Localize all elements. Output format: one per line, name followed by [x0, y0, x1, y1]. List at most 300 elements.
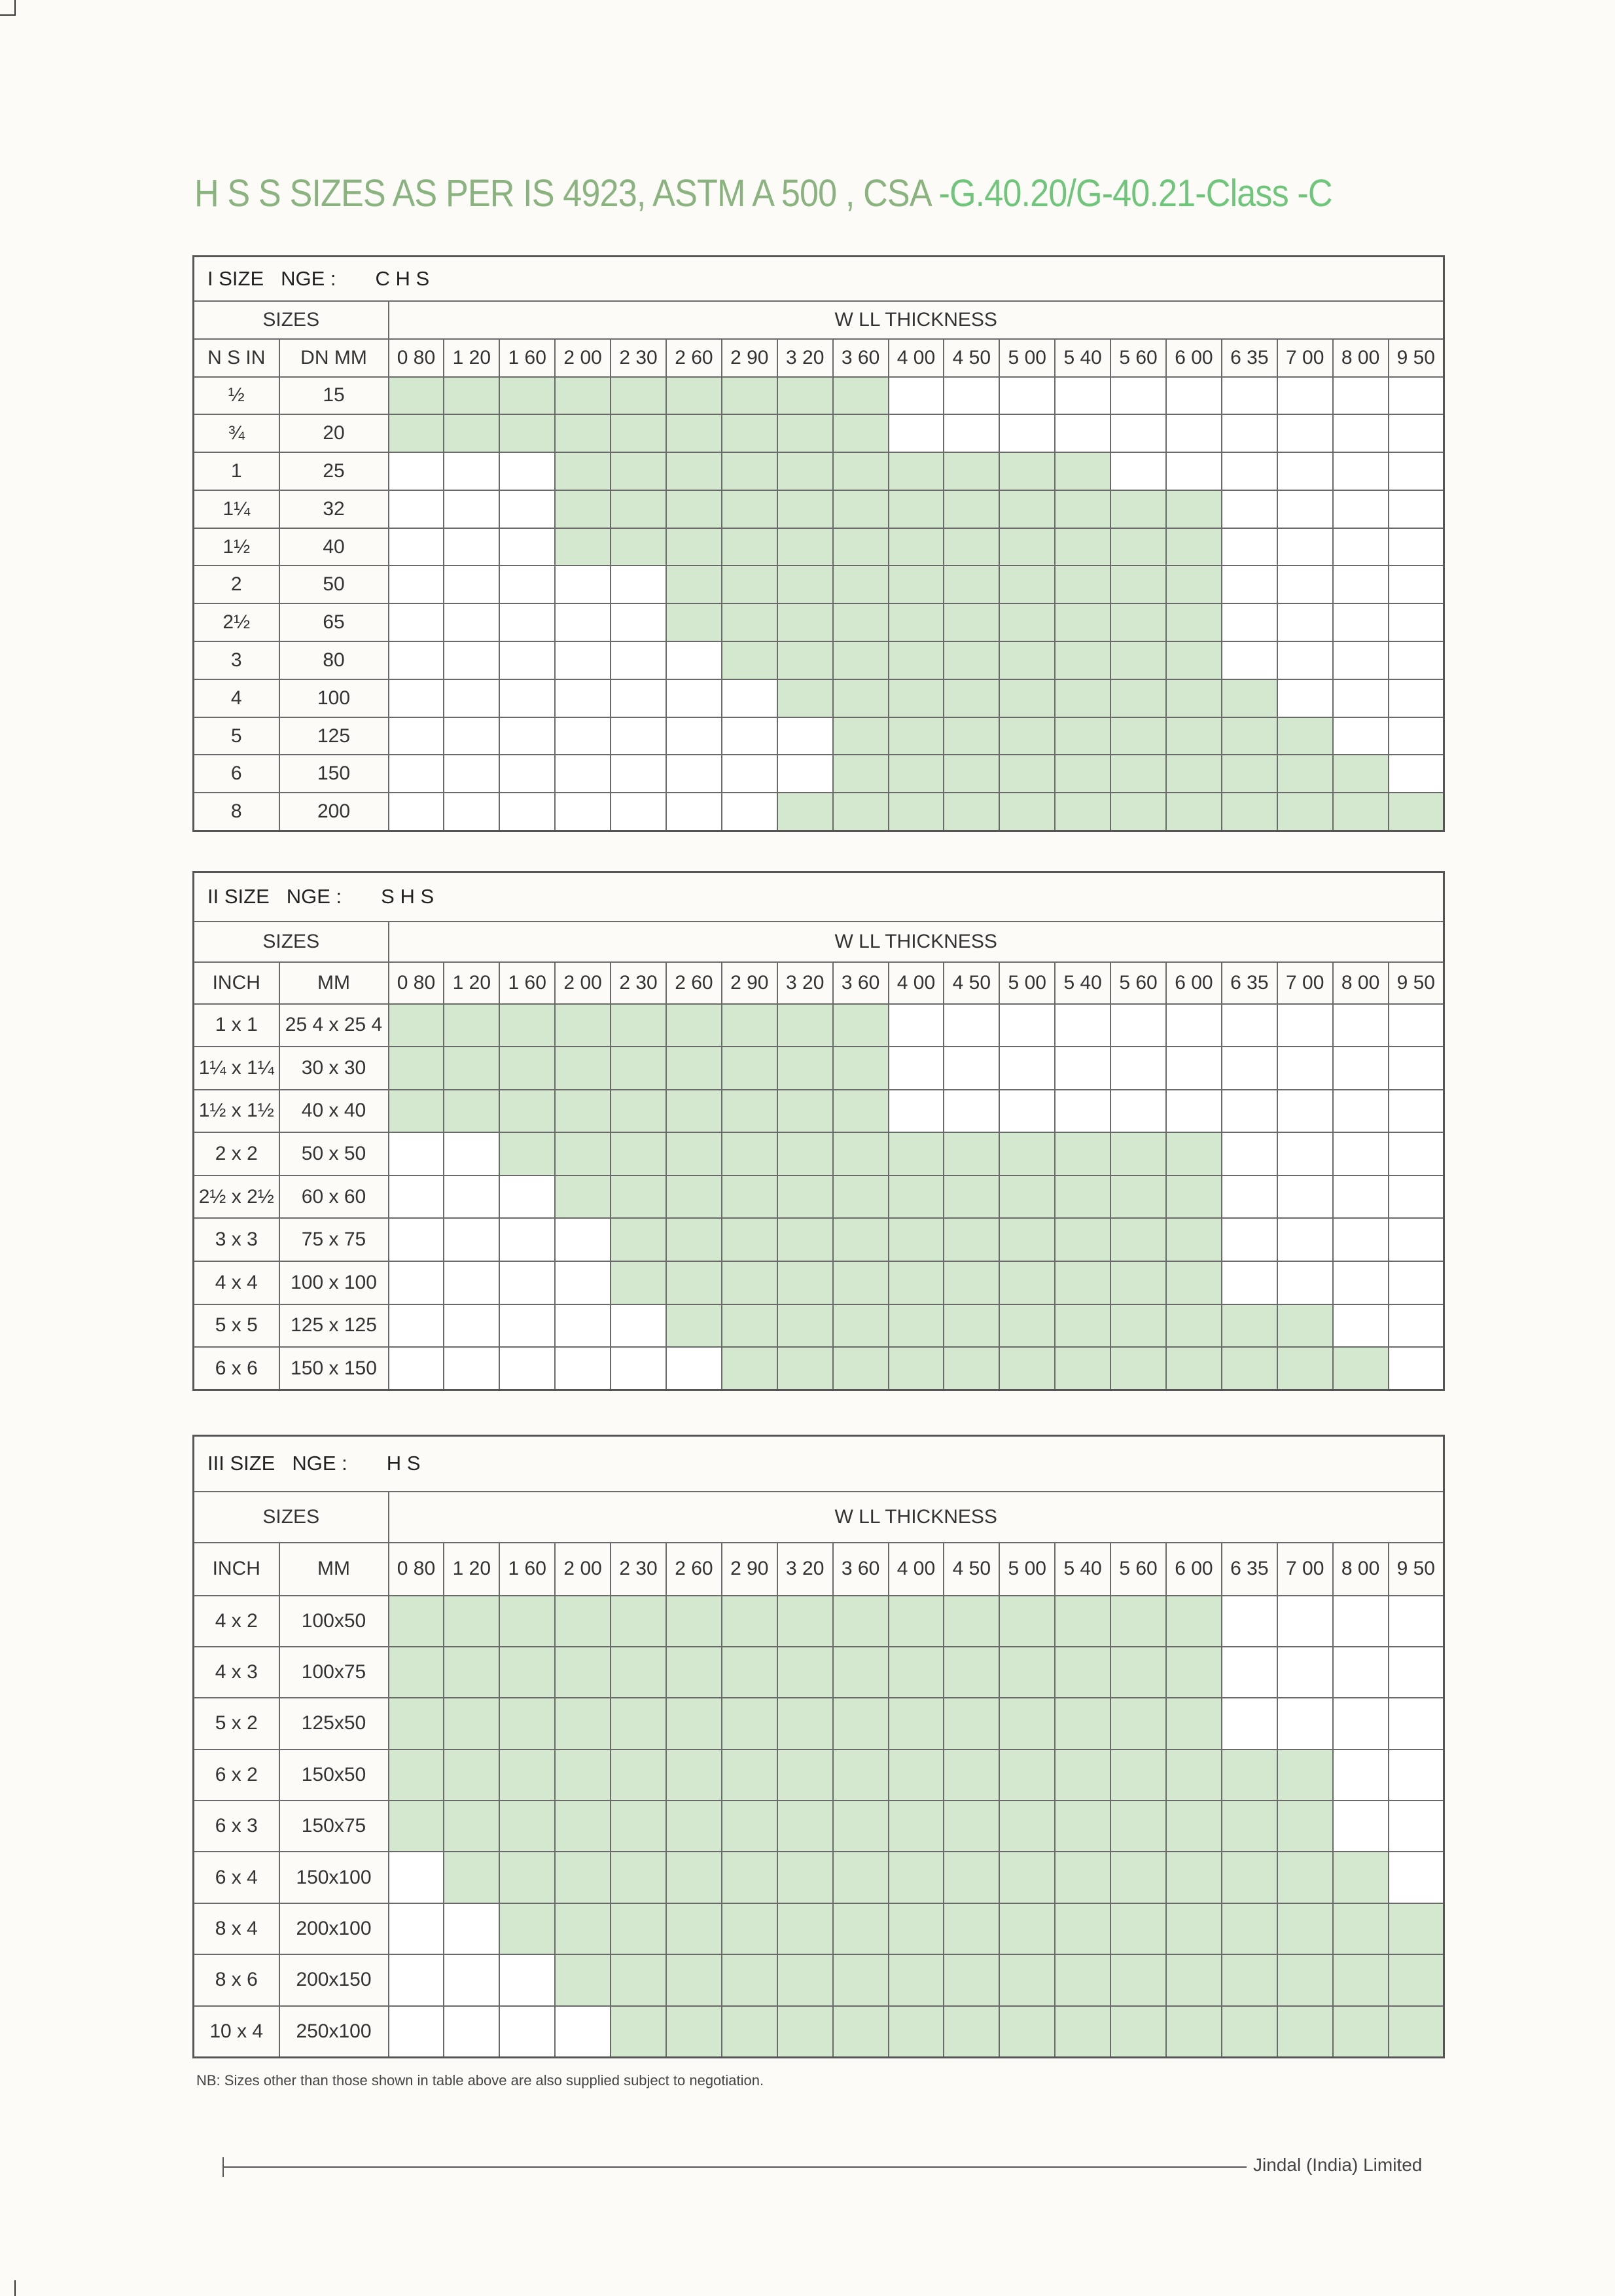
- thickness-cell-available: [833, 679, 889, 717]
- thickness-cell-empty: [1110, 414, 1166, 452]
- thickness-cell-available: [722, 641, 777, 679]
- thickness-cell-available: [722, 1903, 777, 1954]
- table-row: [194, 1801, 1444, 1852]
- thickness-cell-empty: [1389, 1175, 1444, 1219]
- thickness-cell-available: [999, 528, 1055, 566]
- thickness-cell-empty: [1389, 1647, 1444, 1698]
- thickness-cell-empty: [389, 1261, 444, 1304]
- thickness-cell-available: [1333, 1954, 1389, 2005]
- size-metric: 75 x 75: [279, 1218, 389, 1261]
- thickness-cell-empty: [1333, 1698, 1389, 1749]
- thickness-cell-empty: [1222, 1647, 1277, 1698]
- thickness-cell-available: [555, 490, 611, 528]
- table-row: [194, 1852, 1444, 1903]
- thickness-cell-available: [999, 1347, 1055, 1390]
- table-row: [194, 1647, 1444, 1698]
- thickness-cell-available: [666, 2006, 722, 2057]
- thickness-cell-available: [944, 1304, 999, 1348]
- thickness-header: 5 60: [1110, 962, 1166, 1004]
- thickness-cell-empty: [389, 2006, 444, 2057]
- size-nominal: 10 x 4: [194, 2006, 279, 2057]
- thickness-header: 2 60: [666, 339, 722, 377]
- thickness-cell-available: [1166, 1954, 1222, 2005]
- thickness-cell-empty: [1277, 1218, 1333, 1261]
- table-row: [194, 679, 1444, 717]
- thickness-cell-available: [999, 603, 1055, 641]
- thickness-header: 4 00: [889, 962, 944, 1004]
- thickness-cell-available: [944, 1596, 999, 1647]
- thickness-cell-empty: [1389, 1132, 1444, 1175]
- table-row: [194, 1004, 1444, 1047]
- thickness-cell-available: [1222, 1749, 1277, 1801]
- thickness-cell-available: [1055, 679, 1110, 717]
- thickness-cell-available: [999, 1647, 1055, 1698]
- thickness-cell-available: [999, 1801, 1055, 1852]
- thickness-cell-available: [999, 1852, 1055, 1903]
- thickness-cell-available: [1055, 1852, 1110, 1903]
- thickness-cell-empty: [1277, 1261, 1333, 1304]
- thickness-cell-empty: [1277, 1004, 1333, 1047]
- size-nominal: 4 x 2: [194, 1596, 279, 1647]
- thickness-header: 8 00: [1333, 1543, 1389, 1596]
- thickness-cell-empty: [944, 1047, 999, 1090]
- thickness-cell-available: [722, 490, 777, 528]
- thickness-cell-available: [1166, 1749, 1222, 1801]
- thickness-cell-available: [889, 1749, 944, 1801]
- thickness-cell-available: [1389, 1903, 1444, 1954]
- thickness-cell-available: [1166, 603, 1222, 641]
- thickness-cell-available: [944, 717, 999, 755]
- size-metric: 125x50: [279, 1698, 389, 1749]
- thickness-cell-available: [833, 490, 889, 528]
- thickness-cell-available: [1222, 2006, 1277, 2057]
- thickness-header: 7 00: [1277, 339, 1333, 377]
- thickness-cell-available: [889, 1304, 944, 1348]
- thickness-cell-available: [722, 1647, 777, 1698]
- caption-section-type: S H S: [381, 885, 435, 908]
- thickness-cell-empty: [722, 717, 777, 755]
- thickness-cell-available: [833, 1090, 889, 1133]
- thickness-cell-empty: [889, 1004, 944, 1047]
- thickness-cell-empty: [1389, 641, 1444, 679]
- thickness-cell-empty: [1222, 1132, 1277, 1175]
- thickness-cell-available: [666, 490, 722, 528]
- thickness-cell-empty: [1389, 755, 1444, 793]
- thickness-cell-empty: [499, 679, 555, 717]
- thickness-header: 2 60: [666, 1543, 722, 1596]
- size-nominal: ¾: [194, 414, 279, 452]
- thickness-cell-available: [1277, 1954, 1333, 2005]
- thickness-cell-available: [1055, 755, 1110, 793]
- thickness-cell-available: [555, 414, 611, 452]
- group-header-row: [194, 922, 1444, 962]
- thickness-cell-empty: [555, 717, 611, 755]
- size-nominal: 1¼ x 1¼: [194, 1047, 279, 1090]
- thickness-cell-empty: [499, 528, 555, 566]
- thickness-cell-available: [444, 1852, 499, 1903]
- thickness-cell-available: [555, 1903, 611, 1954]
- thickness-cell-empty: [1110, 377, 1166, 415]
- thickness-cell-available: [499, 1090, 555, 1133]
- thickness-cell-available: [944, 679, 999, 717]
- thickness-cell-available: [722, 1347, 777, 1390]
- thickness-cell-empty: [1333, 641, 1389, 679]
- thickness-cell-available: [1055, 1261, 1110, 1304]
- thickness-cell-available: [722, 1801, 777, 1852]
- thickness-cell-available: [611, 1903, 666, 1954]
- size-nominal: 1½ x 1½: [194, 1090, 279, 1133]
- thickness-cell-empty: [444, 1954, 499, 2005]
- thickness-cell-available: [499, 1596, 555, 1647]
- thickness-cell-empty: [1333, 528, 1389, 566]
- size-nominal: 1½: [194, 528, 279, 566]
- thickness-cell-available: [944, 1261, 999, 1304]
- size-metric: 250x100: [279, 2006, 389, 2057]
- thickness-cell-available: [1277, 1749, 1333, 1801]
- thickness-cell-available: [722, 1132, 777, 1175]
- thickness-cell-empty: [1166, 377, 1222, 415]
- thickness-cell-available: [833, 1647, 889, 1698]
- thickness-cell-available: [389, 1596, 444, 1647]
- thickness-cell-available: [889, 717, 944, 755]
- thickness-cell-available: [611, 1047, 666, 1090]
- thickness-cell-available: [611, 1261, 666, 1304]
- thickness-cell-available: [1055, 2006, 1110, 2057]
- thickness-header: 9 50: [1389, 339, 1444, 377]
- thickness-cell-empty: [1166, 1047, 1222, 1090]
- thickness-cell-available: [444, 1698, 499, 1749]
- size-metric: 20: [279, 414, 389, 452]
- size-metric: 150: [279, 755, 389, 793]
- thickness-cell-available: [833, 452, 889, 490]
- thickness-cell-empty: [389, 679, 444, 717]
- table-caption-row: [194, 872, 1444, 922]
- thickness-cell-available: [722, 1090, 777, 1133]
- thickness-cell-available: [1222, 1903, 1277, 1954]
- thickness-cell-available: [889, 1954, 944, 2005]
- thickness-cell-available: [833, 641, 889, 679]
- thickness-cell-available: [666, 1801, 722, 1852]
- thickness-cell-empty: [389, 1304, 444, 1348]
- table-caption-row: [194, 257, 1444, 301]
- sizes-header: SIZES: [194, 1492, 389, 1543]
- thickness-cell-empty: [499, 2006, 555, 2057]
- thickness-cell-empty: [1166, 414, 1222, 452]
- table-row: [194, 414, 1444, 452]
- thickness-cell-available: [444, 1090, 499, 1133]
- thickness-cell-available: [833, 1749, 889, 1801]
- thickness-cell-available: [944, 1903, 999, 1954]
- thickness-header: 2 90: [722, 339, 777, 377]
- thickness-cell-empty: [499, 1261, 555, 1304]
- thickness-cell-empty: [1389, 1347, 1444, 1390]
- thickness-cell-available: [889, 1903, 944, 1954]
- thickness-cell-empty: [1222, 414, 1277, 452]
- thickness-cell-available: [777, 641, 833, 679]
- thickness-cell-available: [1277, 1852, 1333, 1903]
- table-caption: [194, 872, 1444, 922]
- thickness-cell-empty: [1333, 603, 1389, 641]
- thickness-cell-empty: [1222, 1090, 1277, 1133]
- thickness-cell-empty: [1222, 1218, 1277, 1261]
- thickness-cell-available: [1222, 1347, 1277, 1390]
- size-nominal: 1¼: [194, 490, 279, 528]
- thickness-cell-empty: [1389, 490, 1444, 528]
- thickness-cell-available: [1166, 1852, 1222, 1903]
- thickness-cell-empty: [1222, 1004, 1277, 1047]
- thickness-cell-empty: [1389, 679, 1444, 717]
- thickness-cell-available: [722, 2006, 777, 2057]
- thickness-cell-empty: [1055, 1047, 1110, 1090]
- thickness-cell-available: [611, 528, 666, 566]
- thickness-cell-empty: [1333, 1596, 1389, 1647]
- thickness-cell-empty: [1333, 717, 1389, 755]
- thickness-cell-empty: [444, 1347, 499, 1390]
- thickness-cell-empty: [499, 793, 555, 831]
- thickness-cell-empty: [1333, 1261, 1389, 1304]
- thickness-cell-empty: [1222, 1596, 1277, 1647]
- thickness-cell-available: [1055, 1347, 1110, 1390]
- thickness-cell-available: [1055, 1954, 1110, 2005]
- thickness-cell-available: [833, 793, 889, 831]
- thickness-cell-empty: [666, 641, 722, 679]
- thickness-cell-available: [1166, 1304, 1222, 1348]
- thickness-cell-available: [999, 452, 1055, 490]
- size-metric: 200x100: [279, 1903, 389, 1954]
- thickness-cell-empty: [1389, 1698, 1444, 1749]
- thickness-cell-available: [611, 1647, 666, 1698]
- thickness-cell-available: [611, 1090, 666, 1133]
- thickness-cell-empty: [1110, 1004, 1166, 1047]
- thickness-cell-available: [889, 1218, 944, 1261]
- thickness-cell-available: [1333, 2006, 1389, 2057]
- thickness-cell-available: [666, 1698, 722, 1749]
- thickness-cell-available: [499, 1132, 555, 1175]
- thickness-cell-available: [833, 717, 889, 755]
- thickness-cell-available: [499, 1852, 555, 1903]
- size-nominal: 2½ x 2½: [194, 1175, 279, 1219]
- table-row: [194, 1132, 1444, 1175]
- thickness-cell-available: [611, 1801, 666, 1852]
- thickness-cell-empty: [1055, 1004, 1110, 1047]
- thickness-cell-empty: [444, 1218, 499, 1261]
- table-caption: [194, 257, 1444, 301]
- thickness-cell-available: [722, 1004, 777, 1047]
- thickness-header: 3 60: [833, 339, 889, 377]
- thickness-header: 0 80: [389, 1543, 444, 1596]
- table-caption-row: [194, 1436, 1444, 1492]
- size-metric: 25: [279, 452, 389, 490]
- thickness-cell-empty: [944, 414, 999, 452]
- thickness-cell-available: [499, 414, 555, 452]
- thickness-cell-available: [389, 1090, 444, 1133]
- thickness-cell-available: [1110, 1175, 1166, 1219]
- title-csa-class: -G.40.20/G-40.21-Class -C: [938, 172, 1332, 215]
- thickness-cell-available: [1277, 717, 1333, 755]
- sizes-header: SIZES: [194, 301, 389, 339]
- thickness-cell-available: [889, 2006, 944, 2057]
- thickness-cell-available: [889, 452, 944, 490]
- thickness-cell-available: [1333, 1903, 1389, 1954]
- thickness-cell-available: [555, 1132, 611, 1175]
- caption-size-label: II SIZE: [207, 885, 270, 908]
- size-metric: 50: [279, 565, 389, 603]
- thickness-cell-available: [1110, 1852, 1166, 1903]
- thickness-cell-available: [1055, 717, 1110, 755]
- thickness-cell-empty: [1110, 452, 1166, 490]
- thickness-cell-available: [944, 1647, 999, 1698]
- thickness-cell-empty: [944, 377, 999, 415]
- thickness-cell-available: [889, 1698, 944, 1749]
- size-metric: 100: [279, 679, 389, 717]
- thickness-cell-available: [889, 1347, 944, 1390]
- thickness-cell-available: [722, 1954, 777, 2005]
- thickness-cell-available: [999, 755, 1055, 793]
- size-nominal: 8 x 4: [194, 1903, 279, 1954]
- thickness-cell-available: [1166, 565, 1222, 603]
- thickness-cell-available: [889, 1175, 944, 1219]
- thickness-cell-available: [444, 1596, 499, 1647]
- thickness-cell-available: [889, 528, 944, 566]
- table-row: [194, 452, 1444, 490]
- thickness-cell-available: [944, 1132, 999, 1175]
- thickness-cell-available: [1389, 2006, 1444, 2057]
- thickness-cell-available: [444, 1749, 499, 1801]
- table-row: [194, 603, 1444, 641]
- column-header-row: [194, 1543, 1444, 1596]
- thickness-cell-available: [666, 1304, 722, 1348]
- thickness-cell-available: [1166, 1218, 1222, 1261]
- size-unit-header: N S IN: [194, 339, 279, 377]
- thickness-cell-available: [1110, 1647, 1166, 1698]
- table-row: [194, 377, 1444, 415]
- thickness-cell-available: [389, 1004, 444, 1047]
- size-mm-header: MM: [279, 1543, 389, 1596]
- thickness-cell-available: [1222, 793, 1277, 831]
- thickness-cell-available: [1055, 528, 1110, 566]
- thickness-cell-available: [833, 1954, 889, 2005]
- thickness-cell-available: [1055, 1132, 1110, 1175]
- table-row: [194, 1261, 1444, 1304]
- thickness-cell-available: [1389, 1954, 1444, 2005]
- thickness-cell-available: [389, 414, 444, 452]
- table-row: [194, 1175, 1444, 1219]
- thickness-cell-available: [1277, 755, 1333, 793]
- thickness-cell-available: [833, 603, 889, 641]
- thickness-header: 5 40: [1055, 339, 1110, 377]
- thickness-cell-available: [1110, 1596, 1166, 1647]
- thickness-cell-available: [833, 1596, 889, 1647]
- table-row: [194, 1047, 1444, 1090]
- thickness-cell-empty: [1222, 1047, 1277, 1090]
- thickness-cell-available: [944, 452, 999, 490]
- size-nominal: 6 x 4: [194, 1852, 279, 1903]
- thickness-cell-empty: [1277, 565, 1333, 603]
- thickness-cell-available: [499, 1647, 555, 1698]
- size-nominal: 4 x 4: [194, 1261, 279, 1304]
- size-nominal: 6: [194, 755, 279, 793]
- thickness-cell-empty: [611, 755, 666, 793]
- thickness-header: 0 80: [389, 339, 444, 377]
- thickness-cell-available: [722, 414, 777, 452]
- size-unit-header: INCH: [194, 1543, 279, 1596]
- thickness-cell-empty: [1055, 1090, 1110, 1133]
- thickness-header: 8 00: [1333, 339, 1389, 377]
- thickness-cell-empty: [1055, 377, 1110, 415]
- thickness-cell-available: [1110, 603, 1166, 641]
- thickness-cell-available: [666, 528, 722, 566]
- thickness-cell-available: [944, 2006, 999, 2057]
- thickness-cell-available: [722, 1175, 777, 1219]
- thickness-cell-available: [999, 641, 1055, 679]
- thickness-cell-empty: [1277, 528, 1333, 566]
- thickness-cell-empty: [1389, 1004, 1444, 1047]
- thickness-cell-available: [389, 1647, 444, 1698]
- thickness-cell-empty: [611, 565, 666, 603]
- thickness-cell-empty: [444, 528, 499, 566]
- title-standards: H S S SIZES AS PER IS 4923, ASTM A 500 , CSA: [194, 172, 939, 215]
- thickness-cell-empty: [1277, 1090, 1333, 1133]
- thickness-cell-available: [611, 1749, 666, 1801]
- size-metric: 30 x 30: [279, 1047, 389, 1090]
- thickness-cell-available: [999, 793, 1055, 831]
- thickness-cell-available: [611, 1132, 666, 1175]
- size-metric: 100 x 100: [279, 1261, 389, 1304]
- thickness-cell-available: [1166, 1698, 1222, 1749]
- thickness-cell-empty: [1222, 490, 1277, 528]
- thickness-cell-empty: [1389, 1801, 1444, 1852]
- thickness-cell-available: [1166, 2006, 1222, 2057]
- thickness-cell-available: [889, 1647, 944, 1698]
- thickness-cell-empty: [611, 603, 666, 641]
- wall-thickness-header: W LL THICKNESS: [389, 301, 1444, 339]
- size-metric: 60 x 60: [279, 1175, 389, 1219]
- thickness-cell-empty: [1110, 1090, 1166, 1133]
- thickness-cell-empty: [444, 1175, 499, 1219]
- group-header-row: [194, 1492, 1444, 1543]
- thickness-cell-available: [611, 1596, 666, 1647]
- thickness-cell-available: [611, 1954, 666, 2005]
- thickness-cell-available: [666, 1852, 722, 1903]
- thickness-cell-empty: [1333, 1004, 1389, 1047]
- thickness-cell-available: [666, 1261, 722, 1304]
- thickness-header: 5 40: [1055, 1543, 1110, 1596]
- thickness-cell-available: [1055, 565, 1110, 603]
- thickness-cell-available: [555, 1090, 611, 1133]
- thickness-cell-available: [555, 377, 611, 415]
- thickness-cell-available: [777, 528, 833, 566]
- thickness-cell-empty: [1277, 603, 1333, 641]
- thickness-header: 2 30: [611, 1543, 666, 1596]
- thickness-cell-empty: [389, 641, 444, 679]
- size-nominal: 3: [194, 641, 279, 679]
- thickness-cell-available: [1055, 1304, 1110, 1348]
- thickness-cell-available: [777, 1647, 833, 1698]
- thickness-header: 4 50: [944, 962, 999, 1004]
- table-row: [194, 1596, 1444, 1647]
- thickness-cell-available: [722, 1698, 777, 1749]
- thickness-cell-empty: [389, 452, 444, 490]
- thickness-cell-empty: [499, 452, 555, 490]
- thickness-cell-available: [1110, 490, 1166, 528]
- thickness-cell-empty: [1110, 1047, 1166, 1090]
- size-metric: 100x50: [279, 1596, 389, 1647]
- thickness-cell-empty: [499, 1175, 555, 1219]
- size-nominal: 5: [194, 717, 279, 755]
- thickness-cell-available: [1166, 755, 1222, 793]
- thickness-cell-available: [555, 1698, 611, 1749]
- thickness-header: 9 50: [1389, 1543, 1444, 1596]
